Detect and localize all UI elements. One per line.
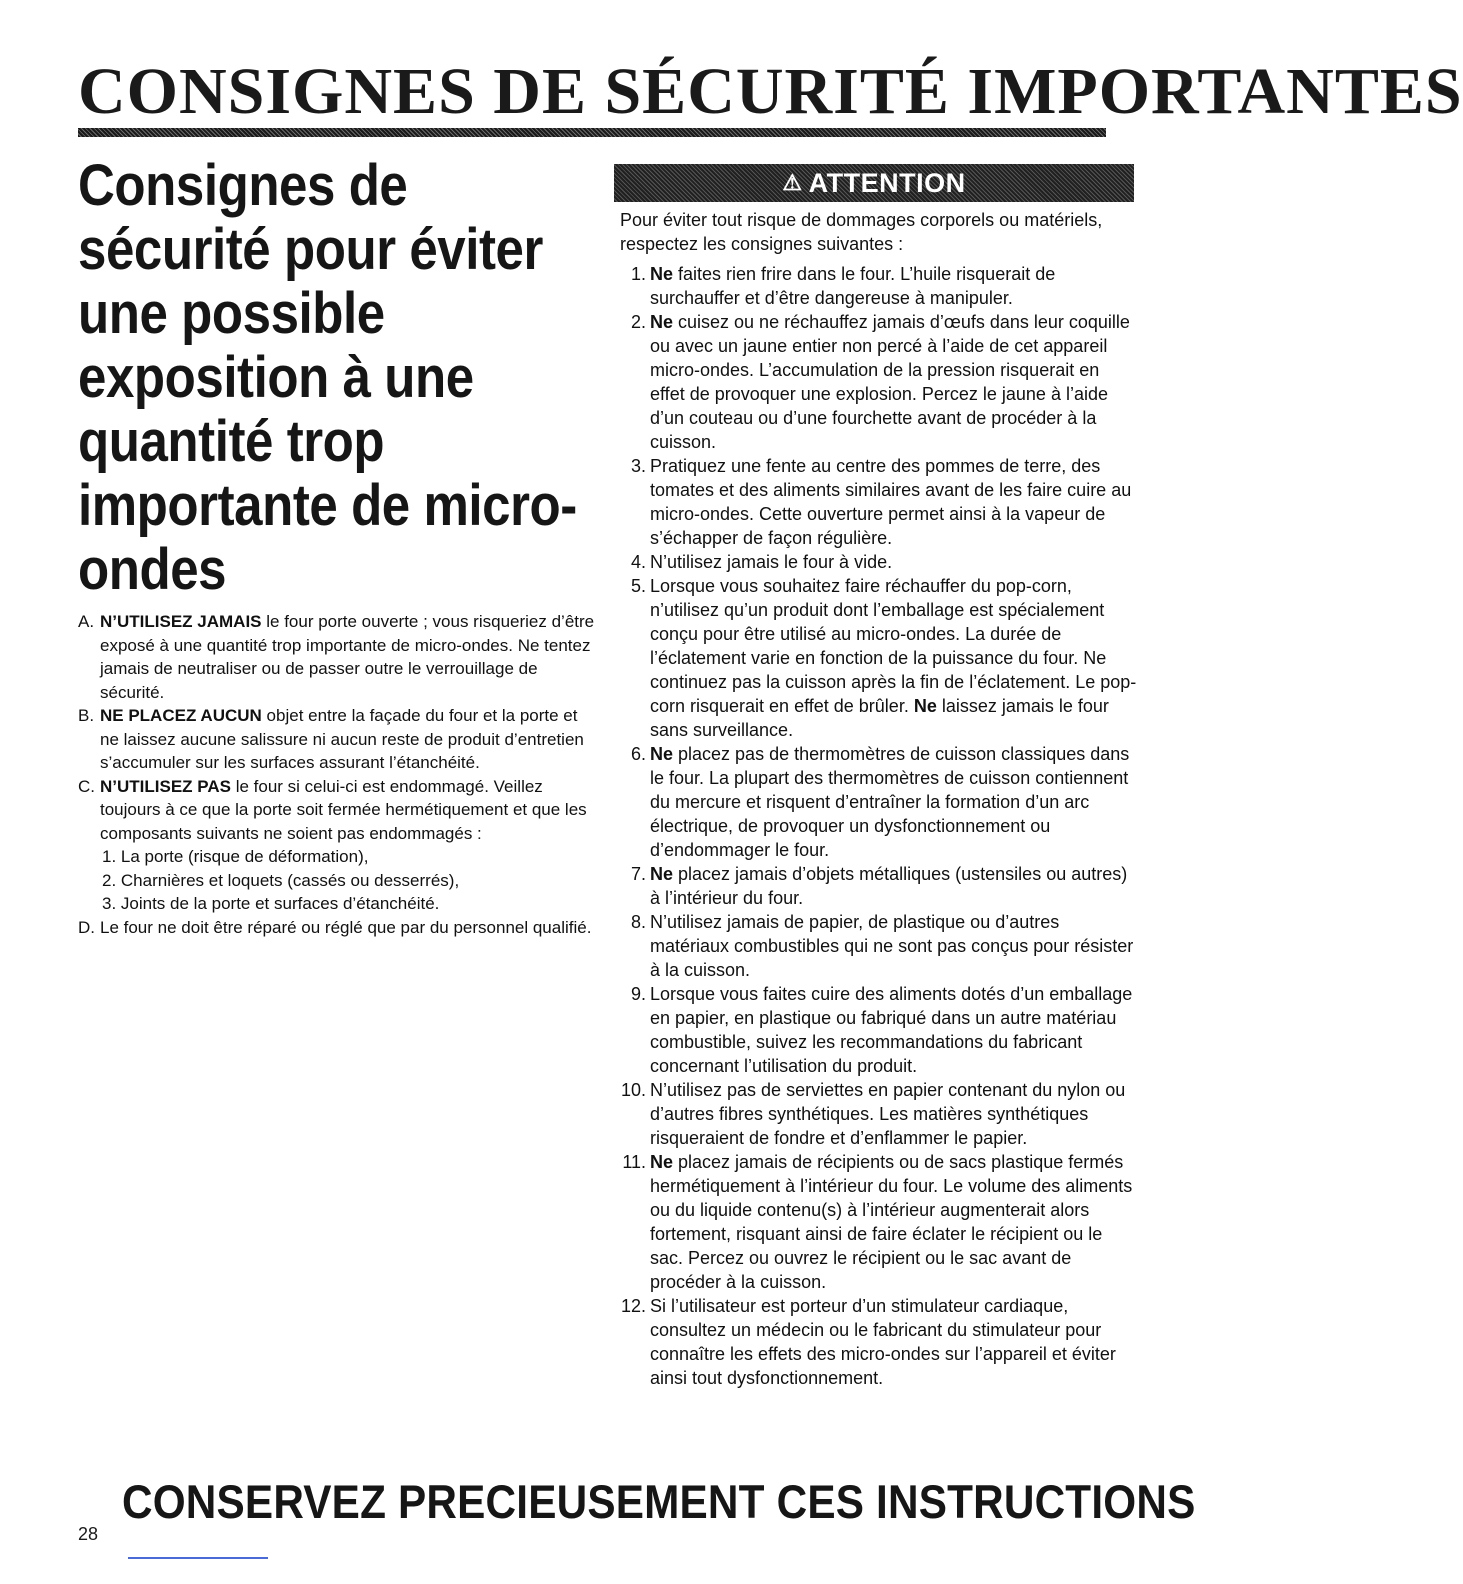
numbered-item-12	[614, 1294, 1138, 1390]
item-marker: B.	[78, 706, 95, 725]
numbered-item-3	[614, 454, 1138, 550]
item-number: 1.	[630, 264, 646, 284]
numbered-item-1	[614, 262, 1138, 310]
numbered-item-8	[614, 910, 1138, 982]
attention-banner	[614, 164, 1134, 202]
banner-rule	[78, 128, 1106, 137]
item-marker: D.	[78, 917, 95, 937]
left-column	[78, 154, 598, 939]
page-banner-title: CONSIGNES DE SÉCURITÉ IMPORTANTES	[78, 55, 1463, 128]
item-number: 8.	[630, 912, 646, 932]
item-text: N’utilisez pas de serviettes en papier contenant du nylon ou d’autres fibres synthétiques. Les matières synthétiques risqueraient de fondre et d’enflammer le papier.	[650, 1080, 1126, 1148]
numbered-item-6	[614, 742, 1138, 862]
item-text: N’utilisez jamais de papier, de plastique ou d’autres matériaux combustibles qui ne sont pas conçus pour résister à la cuisson.	[650, 912, 1134, 980]
item-lead: NE PLACEZ AUCUN	[100, 706, 262, 725]
item-text: Lorsque vous souhaitez faire réchauffer du pop-corn, n’utilisez qu’un produit dont l’emballage est spécialement conçu pour être utilisé au micro-ondes. La durée de l’éclatement varie en fonction de la puissance du four. Ne continuez pas la cuisson après la fin de l’éclatement. Le pop-corn risquerait en effet de brûler.	[650, 576, 1137, 716]
item-text: placez jamais de récipients ou de sacs plastique fermés hermétiquement à l’intérieur du four. Le volume des aliments ou du liquide contenu(s) à l’intérieur augmenterait alors fortement, risquant ainsi de faire éclater le récipient ou le sac. Percez ou ouvrez le récipient ou le sac avant de procéder à la cuisson.	[650, 1152, 1133, 1292]
numbered-item-9	[614, 982, 1138, 1078]
item-number: 6.	[630, 744, 646, 764]
item-text: cuisez ou ne réchauffez jamais d’œufs dans leur coquille ou avec un jaune entier non percé à l’aide de cet appareil micro-ondes. L’accumulation de la pression risquerait en effet de provoquer une explosion. Percez le jaune à l’aide d’un couteau ou d’une fourchette avant de procéder à la cuisson.	[650, 312, 1130, 452]
right-column	[614, 164, 1138, 1390]
bottom-rule	[128, 1557, 268, 1559]
item-number: 12.	[620, 1296, 646, 1316]
item-lead: Ne	[650, 1152, 674, 1172]
sub-item: 1. La porte (risque de déformation),	[102, 847, 369, 866]
footer-title: CONSERVEZ PRECIEUSEMENT CES INSTRUCTIONS	[122, 1475, 1196, 1528]
section-title: Consignes de sécurité pour éviter une possible exposition à une quantité trop importante de micro-ondes	[78, 153, 577, 602]
item-number: 4.	[630, 552, 646, 572]
item-text: laissez jamais le four sans surveillance.	[650, 696, 1109, 740]
list-item-c	[78, 775, 598, 846]
item-lead: N’UTILISEZ PAS	[100, 776, 231, 796]
page-number: 28	[78, 1524, 99, 1544]
item-lead: Ne	[650, 864, 674, 884]
list-item-a	[78, 610, 598, 704]
item-text: Si l’utilisateur est porteur d’un stimulateur cardiaque, consultez un médecin ou le fabricant du stimulateur pour connaître les effets des micro-ondes sur l’appareil et éviter ainsi tout dysfonctionnement.	[650, 1296, 1116, 1388]
item-text: N’utilisez jamais le four à vide.	[650, 552, 893, 572]
item-text: le four porte ouverte ; vous risqueriez d’être exposé à une quantité trop importante de micro-ondes. Ne tentez jamais de neutraliser ou de passer outre le verrouillage de sécurité.	[100, 612, 595, 702]
numbered-item-11	[614, 1150, 1138, 1294]
item-text: faites rien frire dans le four. L’huile risquerait de surchauffer et d’être dangereuse à manipuler.	[650, 264, 1056, 308]
attention-label: ATTENTION	[808, 167, 966, 198]
item-lead: Ne	[650, 744, 674, 764]
list-item-b	[78, 704, 598, 775]
item-marker: A.	[78, 612, 95, 631]
numbered-item-4	[614, 550, 1138, 574]
sub-item: 2. Charnières et loquets (cassés ou desserrés),	[102, 870, 460, 890]
item-lead: N’UTILISEZ JAMAIS	[100, 612, 262, 631]
item-lead: Ne	[650, 312, 674, 332]
item-text: placez pas de thermomètres de cuisson classiques dans le four. La plupart des thermomètres de cuisson contiennent du mercure et risquent d’entraîner la formation d’un arc électrique, de provoquer un dysfonctionnement ou d’endommager le four.	[650, 744, 1130, 860]
numbered-item-2	[614, 310, 1138, 454]
item-number: 11.	[622, 1152, 646, 1172]
item-text: placez jamais d’objets métalliques (ustensiles ou autres) à l’intérieur du four.	[650, 864, 1128, 908]
item-number: 5.	[630, 576, 646, 596]
item-text: Le four ne doit être réparé ou réglé que par du personnel qualifié.	[100, 917, 592, 937]
numbered-item-5	[614, 574, 1138, 742]
numbered-item-10	[614, 1078, 1138, 1150]
item-text: le four si celui-ci est endommagé. Veillez toujours à ce que la porte soit fermée hermétiquement et que les composants suivants ne soient pas endommagés :	[100, 776, 587, 843]
item-number: 7.	[630, 864, 646, 884]
sub-item: 3. Joints de la porte et surfaces d’étanchéité.	[102, 894, 440, 913]
item-lead: Ne	[913, 696, 937, 716]
item-text: objet entre la façade du four et la porte et ne laissez aucune salissure ni aucun reste de produit d’entretien s’accumuler sur les surfaces assurant l’étanchéité.	[100, 706, 584, 772]
list-item-d	[78, 916, 598, 940]
attention-intro: Pour éviter tout risque de dommages corporels ou matériels, respectez les consignes suivantes :	[620, 210, 1103, 254]
item-text: Pratiquez une fente au centre des pommes de terre, des tomates et des aliments similaires avant de les faire cuire au micro-ondes. Cette ouverture permet ainsi à la vapeur de s’échapper de façon régulière.	[650, 456, 1132, 548]
item-number: 3.	[630, 456, 646, 476]
item-marker: C.	[78, 776, 95, 796]
item-number: 2.	[630, 312, 646, 332]
item-lead: Ne	[650, 264, 674, 284]
item-number: 10.	[620, 1080, 646, 1100]
item-text: Lorsque vous faites cuire des aliments dotés d’un emballage en papier, en plastique ou fabriqué dans un autre matériau combustible, suivez les recommandations du fabricant concernant l’utilisation du produit.	[650, 984, 1133, 1076]
item-number: 9.	[630, 984, 646, 1004]
warning-triangle-icon: ⚠	[782, 170, 803, 195]
numbered-item-7	[614, 862, 1138, 910]
